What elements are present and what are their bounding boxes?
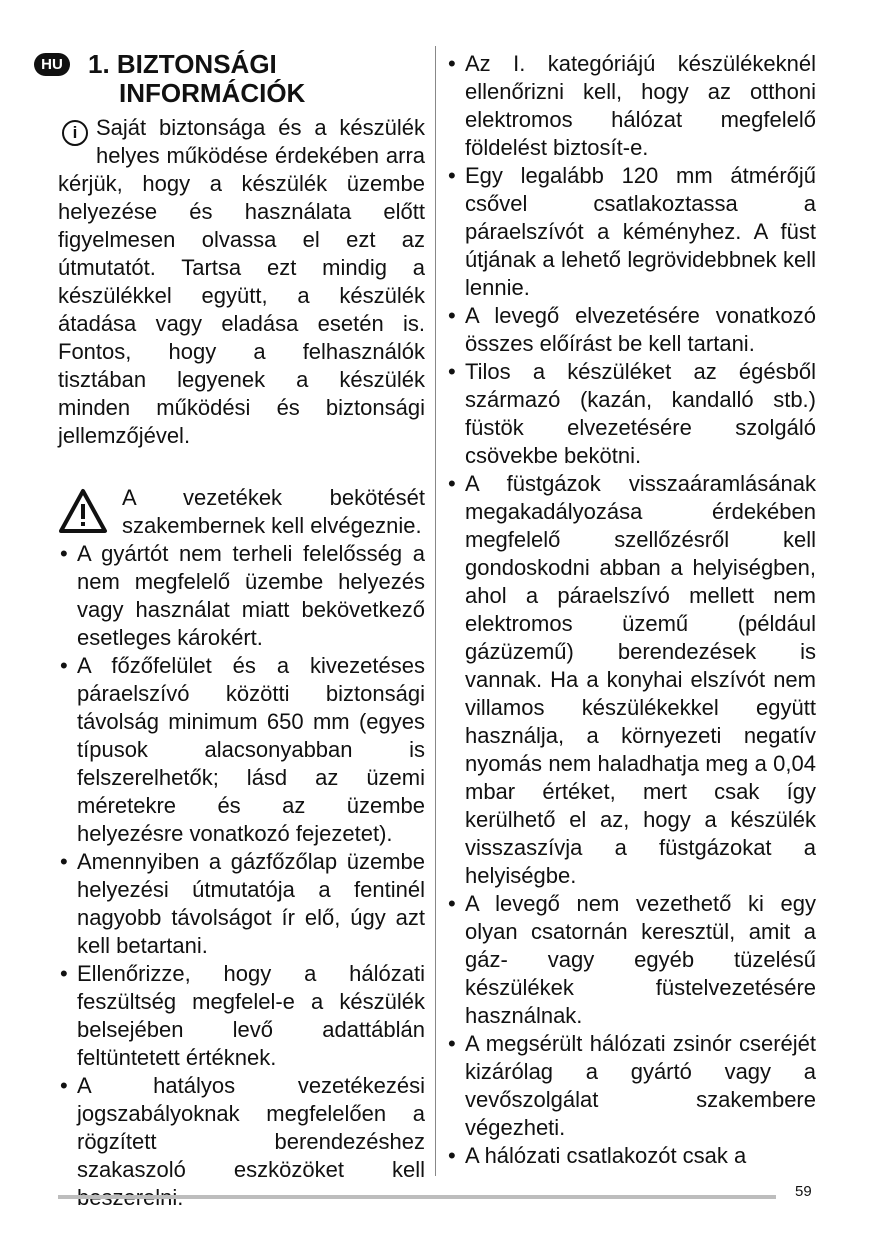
list-item: • A hálózati csatlakozót csak a — [446, 1142, 816, 1170]
list-item: • A hatályos vezetékezési jogszabályoknak megfelelően a rögzített berendezéshez szakaszoló eszközöket kell — [58, 1072, 425, 1212]
right-bullet-list — [446, 50, 816, 1170]
list-item: • Egy legalább 120 mm átmérőjű csővel csatlakoztassa a páraelszívót a kéményhez. A füst útjának a lehető legrövidebbnek kell lennie. — [446, 162, 816, 302]
section-title — [41, 49, 425, 108]
list-item: • A főzőfelület és a kivezetéses páraelszívó közötti biztonsági távolság minimum 650 mm (egyes típusok alacsonyabban is felszerelhetők; lásd az üzemi méretekre és az üzembe helyezésre vonatkozó fejezetet). — [58, 652, 425, 848]
list-item: • A megsérült hálózati zsinór cseréjét kizárólag a gyártó vagy a vevőszolgálat szakembere végezheti. — [446, 1030, 816, 1142]
language-badge: HU — [34, 53, 70, 76]
title-line-1: 1. BIZTONSÁGI — [88, 49, 277, 79]
warning-text: A vezetékek bekötését szakembernek kell elvégeznie. — [122, 485, 425, 538]
warning-icon — [58, 488, 108, 534]
list-item: • A gyártót nem terheli felelősség a nem megfelelő üzembe helyezés vagy használat miatt bekövetkező esetleges károkért. — [58, 540, 425, 652]
intro-paragraph: Saját biztonsága és a készülék helyes működése érdekében arra kérjük, hogy a készülék üzembe helyezése és használata előtt figyelmesen olvassa el ezt az útmutatót. Tartsa ezt mindig a készülékkel együtt, a készülék átadása vagy eladása esetén is. Fontos, hogy a felhasználók tisztában legyenek a készülék minden működési és biztonsági jellemzőjével. — [58, 115, 425, 448]
list-item: • Ellenőrizze, hogy a hálózati feszültség megfelel-e a készülék belsejében levő adattáblán feltüntetett értéknek. — [58, 960, 425, 1072]
left-column — [41, 49, 425, 1212]
list-item: • A levegő nem vezethető ki egy olyan csatornán keresztül, amit a gáz- vagy egyéb tüzelésű készülékek füstelvezetésére használnak. — [446, 890, 816, 1030]
column-divider — [435, 46, 436, 1176]
list-item: • Amennyiben a gázfőzőlap üzembe helyezési útmutatója a fentinél nagyobb távolságot ír elő, úgy azt kell betartani. — [58, 848, 425, 960]
list-item: • A levegő elvezetésére vonatkozó összes előírást be kell tartani. — [446, 302, 816, 358]
footer-rule — [58, 1195, 776, 1199]
page-number: 59 — [795, 1183, 812, 1200]
left-bullet-list — [58, 540, 425, 1212]
info-block — [58, 114, 425, 450]
title-line-2: INFORMÁCIÓK — [119, 78, 306, 108]
list-item: • Tilos a készüléket az égésből származó (kazán, kandalló stb.) füstök elvezetésére szolgáló csövekbe bekötni. — [446, 358, 816, 470]
list-item: • A füstgázok visszaáramlásának megakadályozása érdekében megfelelő szellőzésről kell gondoskodni abban a helyiségben, ahol a páraelszívó mellett nem elektromos üzemű (például gázüzemű) berendezések is vannak. Ha a konyhai elszívót nem villamos készülékekkel együtt használja, a környezeti negatív nyomás nem haladhatja meg a 0,04 mbar értéket, mert csak így kerülhető el az, hogy a készülék visszaszívja a füstgázokat a helyiségbe. — [446, 470, 816, 890]
list-item: • Az I. kategóriájú készülékeknél ellenőrizni kell, hogy az otthoni elektromos hálózat megfelelő földelést biztosít-e. — [446, 50, 816, 162]
warning-block — [58, 484, 425, 540]
info-icon: i — [62, 120, 88, 146]
right-column — [446, 50, 816, 1170]
